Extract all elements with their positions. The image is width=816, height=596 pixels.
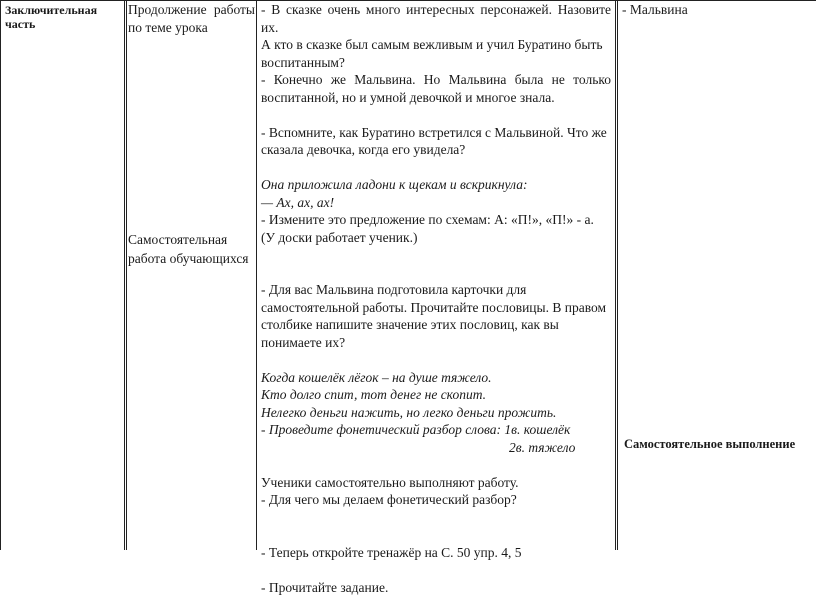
activity-text: - Измените это предложение по схемам: А: «П!», «П!» - а. (У доски работает ученик.)	[261, 211, 611, 246]
column-divider-3b	[617, 0, 618, 550]
column-divider-1	[124, 0, 125, 550]
activity-text: - Конечно же Мальвина. Но Мальвина была не только воспитанной, но и умной девочкой и многое знала.	[261, 71, 611, 106]
work-type-column	[128, 0, 255, 36]
teacher-activity-column	[258, 0, 616, 596]
column-divider-2	[256, 0, 257, 550]
activity-quote: — Ах, ах, ах!	[261, 194, 611, 212]
activity-task-variant: 2в. тяжело	[261, 439, 611, 457]
activity-text: - В сказке очень много интересных персонажей. Назовите их.	[261, 1, 611, 36]
stage-column	[2, 0, 123, 31]
activity-text: Ученики самостоятельно выполняют работу.	[261, 474, 611, 492]
table-left-border	[0, 0, 1, 550]
stage-description: Продолжение работы по теме урока	[128, 1, 255, 36]
activity-text: - Теперь откройте тренажёр на С. 50 упр. 4, 5	[261, 544, 611, 562]
activity-text: - Для чего мы делаем фонетический разбор?	[261, 491, 611, 509]
activity-task: - Проведите фонетический разбор слова: 1в. кошелёк	[261, 421, 611, 439]
proverb: Кто долго спит, тот денег не скопит.	[261, 386, 611, 404]
activity-text: - Для вас Мальвина подготовила карточки для самостоятельной работы. Прочитайте пословицы. В правом столбике напишите значение этих пословиц, как вы понимаете их?	[261, 281, 611, 351]
proverb: Нелегко деньги нажить, но легко деньги прожить.	[261, 404, 611, 422]
activity-text: - Вспомните, как Буратино встретился с Мальвиной. Что же сказала девочка, когда его увидела?	[261, 124, 611, 159]
self-execution-label: Самостоятельное выполнение	[624, 437, 795, 451]
student-activity-column	[619, 0, 815, 19]
stage-title-line2: часть	[5, 17, 123, 31]
student-answer: - Мальвина	[622, 1, 815, 19]
activity-quote: Она приложила ладони к щекам и вскрикнула:	[261, 176, 611, 194]
stage-title-line1: Заключительная	[5, 3, 123, 17]
self-work-line2: работа обучающихся	[128, 249, 255, 268]
proverb: Когда кошелёк лёгок – на душе тяжело.	[261, 369, 611, 387]
column-divider-1b	[126, 0, 127, 550]
activity-text: - Прочитайте задание.	[261, 579, 611, 596]
self-work-block	[128, 230, 255, 268]
self-work-line1: Самостоятельная	[128, 230, 255, 249]
activity-text: А кто в сказке был самым вежливым и учил Буратино быть воспитанным?	[261, 36, 611, 71]
